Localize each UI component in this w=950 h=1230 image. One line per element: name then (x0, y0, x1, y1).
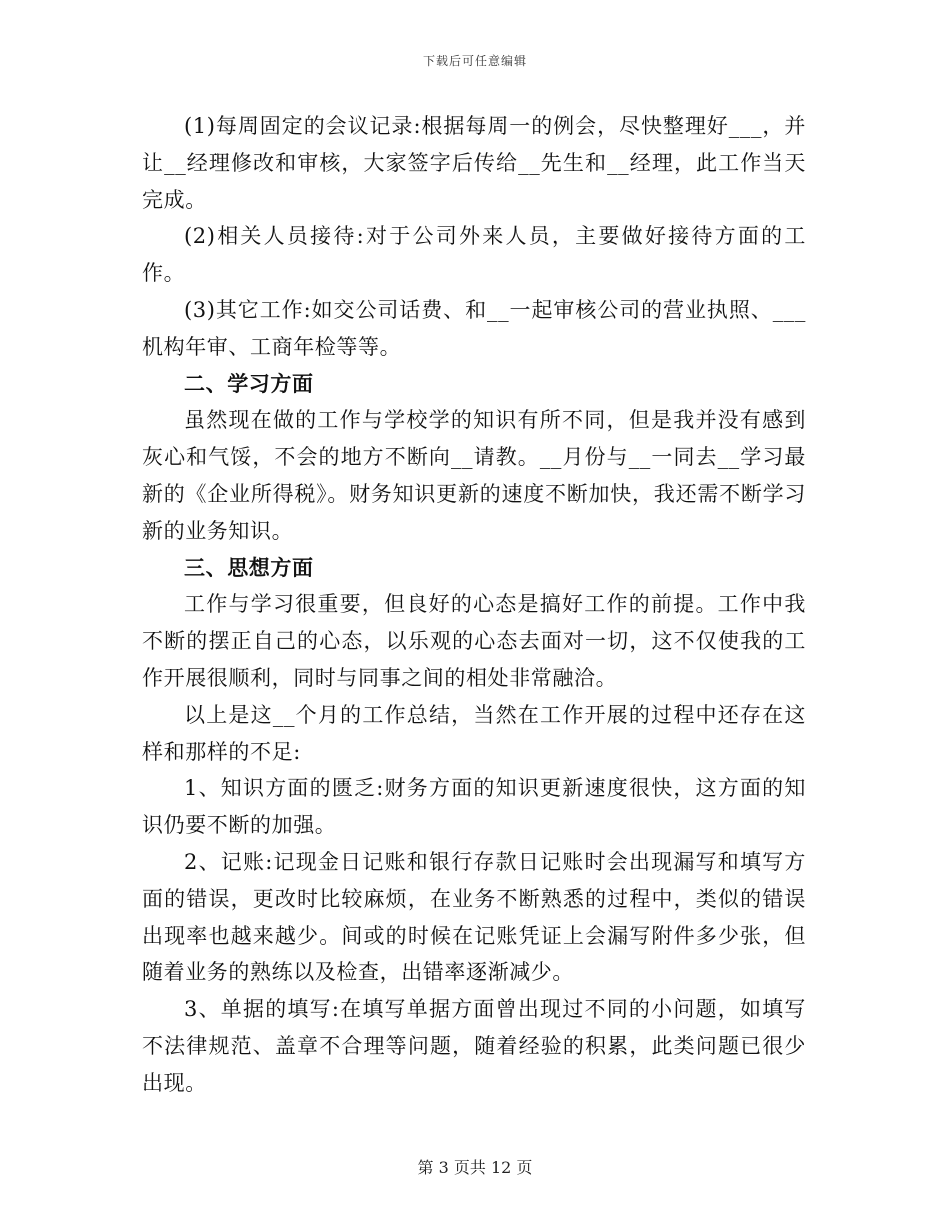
paragraph-shortcoming-knowledge: 1、知识方面的匮乏:财务方面的知识更新速度很快，这方面的知识仍要不断的加强。 (142, 776, 806, 838)
paragraph-reception: (2)相关人员接待:对于公司外来人员，主要做好接待方面的工作。 (142, 224, 806, 286)
page-header: 下载后可任意编辑 (422, 54, 527, 68)
paragraph-thinking: 工作与学习很重要，但良好的心态是搞好工作的前提。工作中我不断的摆正自己的心态，以乐观的心态去面对一切，这不仅使我的工作开展很顺利，同时与同事之间的相处非常融洽。 (142, 592, 806, 690)
paragraph-shortcoming-documents: 3、单据的填写:在填写单据方面曾出现过不同的小问题，如填写不法律规范、盖章不合理等问题，随着经验的积累，此类问题已很少出现。 (142, 997, 806, 1095)
paragraph-study: 虽然现在做的工作与学校学的知识有所不同，但是我并没有感到灰心和气馁，不会的地方不断向__请教。__月份与__一同去__学习最新的《企业所得税》。财务知识更新的速度不断加快，我还需不断学习新的业务知识。 (142, 408, 806, 543)
document-body (142, 108, 806, 1102)
page-footer: 第 3 页共 12 页 (417, 1158, 533, 1177)
paragraph-shortcoming-bookkeeping: 2、记账:记现金日记账和银行存款日记账时会出现漏写和填写方面的错误，更改时比较麻烦，在业务不断熟悉的过程中，类似的错误出现率也越来越少。间或的时候在记账凭证上会漏写附件多少张，但随着业务的熟练以及检查，出错率逐渐减少。 (142, 849, 806, 985)
paragraph-summary: 以上是这__个月的工作总结，当然在工作开展的过程中还存在这样和那样的不足: (142, 702, 806, 764)
section-heading-study: 二、学习方面 (184, 370, 314, 396)
paragraph-meeting-records: (1)每周固定的会议记录:根据每周一的例会，尽快整理好___，并让__经理修改和审核，大家签字后传给__先生和__经理，此工作当天完成。 (142, 114, 806, 212)
section-heading-thinking: 三、思想方面 (184, 554, 314, 580)
paragraph-other-work: (3)其它工作:如交公司话费、和__一起审核公司的营业执照、___机构年审、工商年检等等。 (142, 297, 806, 359)
